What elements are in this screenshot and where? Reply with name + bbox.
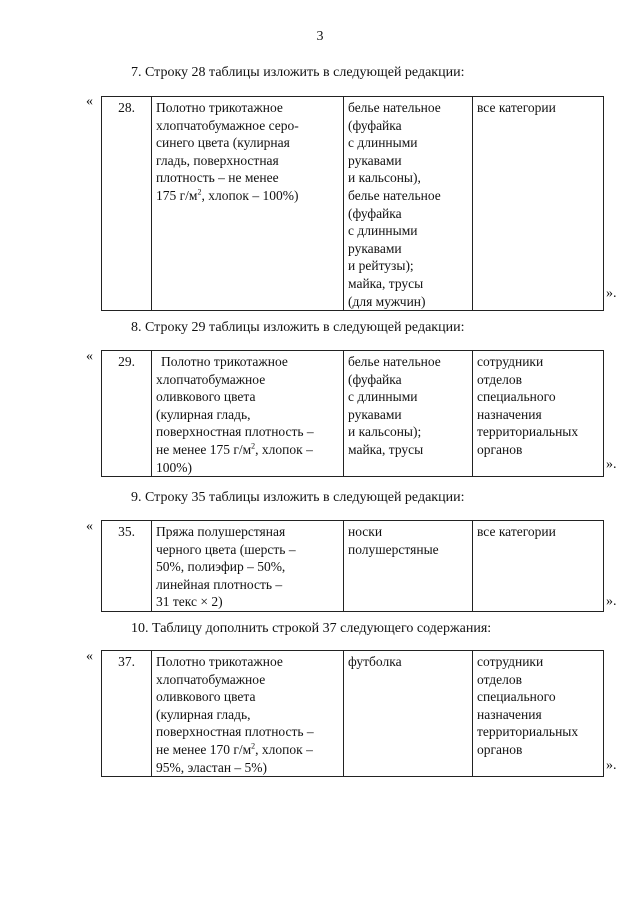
table-row-35 — [101, 520, 604, 612]
category-line: территориальных — [477, 424, 579, 440]
density-exponent: 2 — [251, 441, 256, 451]
item-line: и кальсоны); — [348, 424, 422, 440]
table-row-29 — [101, 350, 604, 477]
fabric-line: гладь, поверхностная — [156, 152, 279, 168]
item-description — [344, 97, 473, 311]
fabric-line: 95%, эластан – 5%) — [156, 759, 268, 775]
fabric-line: черного цвета (шерсть – — [156, 541, 296, 557]
table-row — [102, 651, 604, 777]
item-line: и рейтузы); — [348, 258, 414, 274]
instruction-8: 8. Строку 29 таблицы изложить в следующей редакции: — [131, 320, 465, 335]
row-number: 37. — [102, 651, 152, 777]
table-row — [102, 351, 604, 477]
category-line: органов — [477, 741, 523, 757]
table-row — [102, 521, 604, 612]
item-line: рукавами — [348, 152, 402, 168]
fabric-description — [152, 651, 344, 777]
quote-close: ». — [606, 286, 617, 301]
fabric-description — [152, 521, 344, 612]
fabric-line: (кулирная гладь, — [156, 406, 251, 422]
category-line: отделов — [477, 671, 523, 687]
fabric-density-line — [156, 441, 339, 459]
item-description — [344, 651, 473, 777]
item-line: футболка — [348, 654, 402, 669]
density-value: не менее 175 г/м — [156, 441, 252, 457]
row-number: 28. — [102, 97, 152, 311]
instruction-10: 10. Таблицу дополнить строкой 37 следующего содержания: — [131, 621, 492, 636]
density-value: не менее 170 г/м — [156, 741, 252, 757]
fabric-line: хлопчатобумажное — [156, 371, 266, 387]
item-line: полушерстяные — [348, 541, 439, 557]
fabric-description — [152, 97, 344, 311]
page-number: 3 — [316, 29, 324, 44]
fabric-density-line — [156, 741, 339, 759]
fabric-line: оливкового цвета — [156, 689, 256, 705]
item-line: белье нательное — [348, 354, 441, 369]
category — [473, 351, 604, 477]
row-number: 29. — [102, 351, 152, 477]
category-line: отделов — [477, 371, 523, 387]
table-row-28 — [101, 96, 604, 311]
fabric-density-line — [156, 187, 339, 205]
item-line: белье нательное — [348, 187, 441, 203]
fabric-line: синего цвета (кулирная — [156, 135, 290, 151]
item-line: майка, трусы — [348, 275, 424, 291]
category-line: специального — [477, 389, 556, 405]
category — [473, 97, 604, 311]
instruction-7: 7. Строку 28 таблицы изложить в следующей редакции: — [131, 65, 465, 80]
item-line: с длинными — [348, 223, 418, 239]
item-line: (фуфайка — [348, 205, 402, 221]
item-description — [344, 351, 473, 477]
fabric-line: Полотно трикотажное — [156, 654, 283, 669]
fabric-line: линейная плотность – — [156, 576, 283, 592]
row-number: 35. — [102, 521, 152, 612]
fabric-line: поверхностная плотность – — [156, 424, 314, 440]
quote-open: « — [86, 519, 93, 534]
item-line: (для мужчин) — [348, 293, 426, 309]
category-line: специального — [477, 689, 556, 705]
category-line: сотрудники — [477, 654, 544, 669]
item-line: рукавами — [348, 240, 402, 256]
table-row-37 — [101, 650, 604, 777]
density-rest: , хлопок – 100%) — [201, 187, 299, 203]
fabric-line: 31 текс × 2) — [156, 594, 223, 610]
fabric-line: 50%, полиэфир – 50%, — [156, 559, 286, 575]
density-rest: , хлопок – — [255, 741, 313, 757]
density-value: 175 г/м — [156, 187, 198, 203]
category-line: назначения — [477, 706, 542, 722]
category-line: территориальных — [477, 724, 579, 740]
fabric-line: хлопчатобумажное — [156, 671, 266, 687]
fabric-line: плотность – не менее — [156, 170, 279, 186]
category-line: все категории — [477, 100, 556, 115]
quote-open: « — [86, 94, 93, 109]
item-line: (фуфайка — [348, 117, 402, 133]
fabric-line: 100%) — [156, 459, 192, 475]
fabric-line: Полотно трикотажное — [161, 354, 288, 369]
item-line: и кальсоны), — [348, 170, 421, 186]
instruction-9: 9. Строку 35 таблицы изложить в следующей редакции: — [131, 490, 465, 505]
density-exponent: 2 — [197, 187, 202, 197]
fabric-line: (кулирная гладь, — [156, 706, 251, 722]
fabric-line: Полотно трикотажное — [156, 100, 283, 115]
category-line: назначения — [477, 406, 542, 422]
quote-close: ». — [606, 457, 617, 472]
item-line: белье нательное — [348, 100, 441, 115]
table-row — [102, 97, 604, 311]
category — [473, 521, 604, 612]
quote-close: ». — [606, 594, 617, 609]
item-line: майка, трусы — [348, 441, 424, 457]
fabric-line: поверхностная плотность – — [156, 724, 314, 740]
item-description — [344, 521, 473, 612]
density-exponent: 2 — [251, 741, 256, 751]
item-line: носки — [348, 524, 383, 539]
category-line: органов — [477, 441, 523, 457]
category-line: сотрудники — [477, 354, 544, 369]
item-line: (фуфайка — [348, 371, 402, 387]
item-line: рукавами — [348, 406, 402, 422]
category-line: все категории — [477, 524, 556, 539]
density-rest: , хлопок – — [255, 441, 313, 457]
item-line: с длинными — [348, 389, 418, 405]
quote-open: « — [86, 349, 93, 364]
fabric-line: хлопчатобумажное серо- — [156, 117, 299, 133]
fabric-description — [152, 351, 344, 477]
category — [473, 651, 604, 777]
fabric-line: Пряжа полушерстяная — [156, 524, 286, 539]
quote-open: « — [86, 649, 93, 664]
item-line: с длинными — [348, 135, 418, 151]
quote-close: ». — [606, 758, 617, 773]
fabric-line: оливкового цвета — [156, 389, 256, 405]
